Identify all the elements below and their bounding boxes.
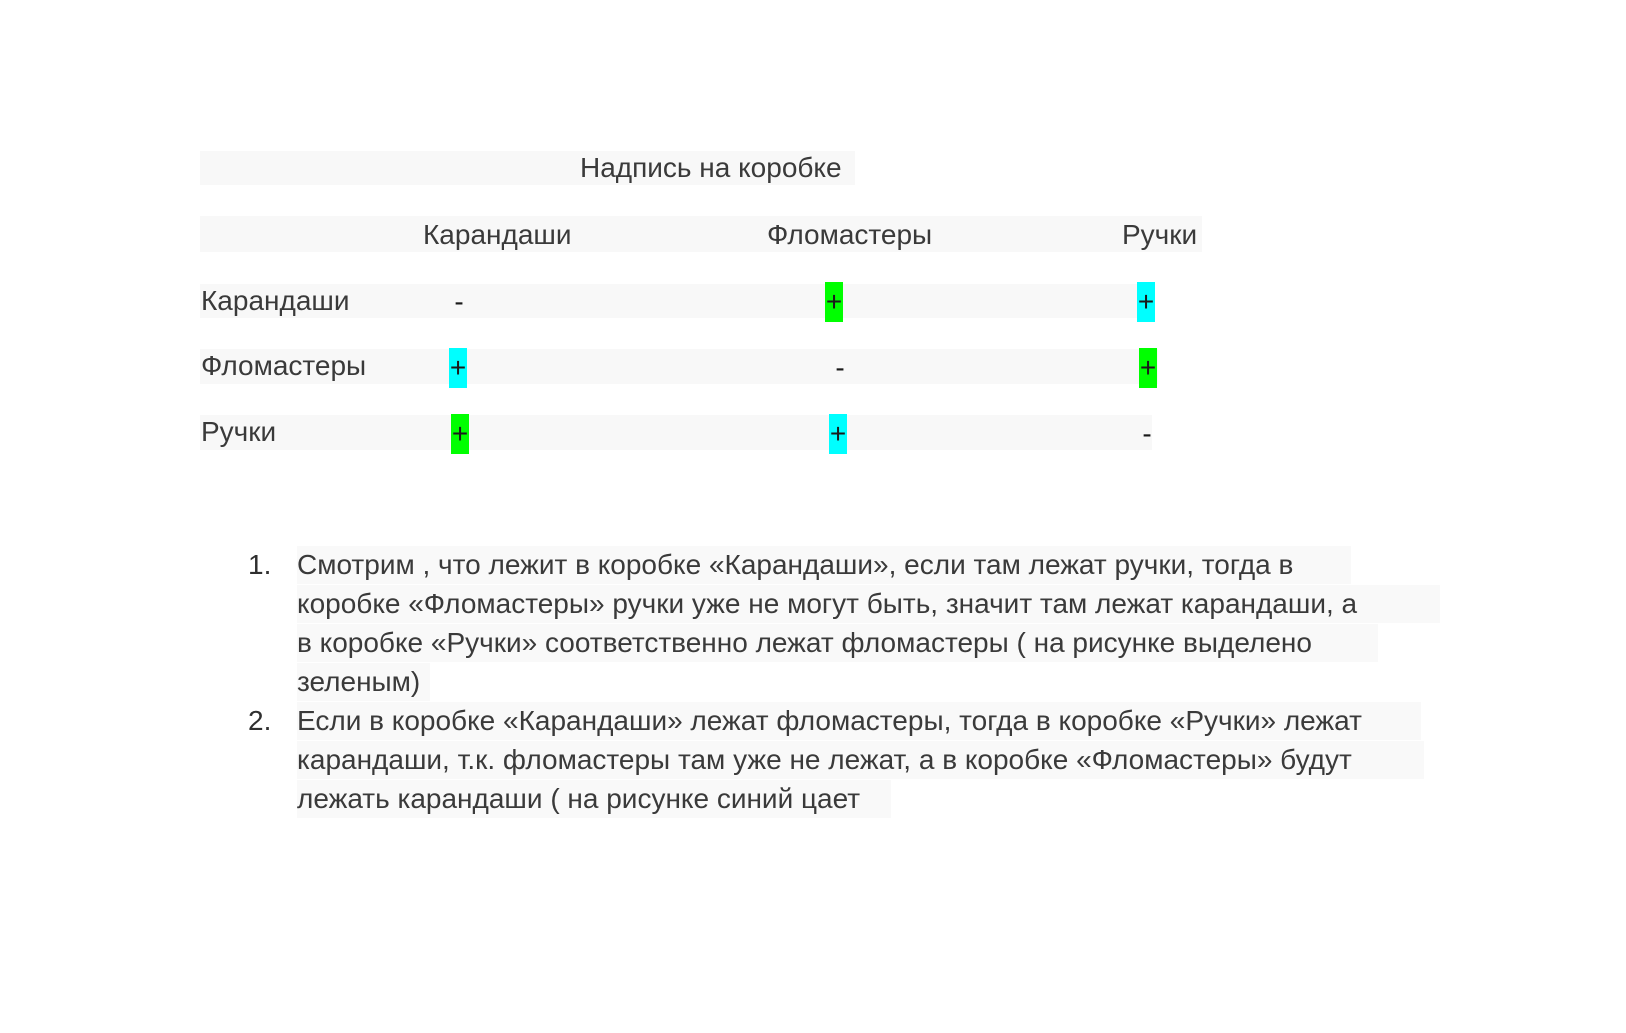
table-cell bbox=[451, 414, 469, 454]
cell-mark-r2c1: + bbox=[449, 348, 467, 388]
table-cell bbox=[830, 348, 850, 388]
cell-mark-r1c2: + bbox=[825, 282, 843, 322]
table-cell bbox=[449, 282, 469, 322]
table-title: Надпись на коробке bbox=[580, 152, 842, 183]
row-label-markers: Фломастеры bbox=[201, 350, 367, 381]
cell-mark-r1c3: + bbox=[1137, 282, 1155, 322]
row-3-bg bbox=[200, 415, 1152, 450]
cell-mark-r3c1: + bbox=[451, 414, 469, 454]
list-number-2: 2. bbox=[248, 705, 272, 736]
table-cell bbox=[1137, 414, 1157, 454]
cell-mark-r3c2: + bbox=[829, 414, 847, 454]
row-label-pencils: Карандаши bbox=[201, 285, 350, 316]
list-number-1: 1. bbox=[248, 549, 272, 580]
cell-mark-r2c2: - bbox=[835, 352, 845, 383]
list-item-2-line-1: Если в коробке «Карандаши» лежат фломастеры, тогда в коробке «Ручки» лежат bbox=[297, 705, 1362, 736]
cell-mark-r1c1: - bbox=[454, 286, 464, 317]
cell-mark-r2c3: + bbox=[1139, 348, 1157, 388]
column-header-pens: Ручки bbox=[1122, 219, 1198, 250]
table-cell bbox=[449, 348, 467, 388]
list-item-2-line-2: карандаши, т.к. фломастеры там уже не лежат, а в коробке «Фломастеры» будут bbox=[297, 744, 1352, 775]
column-header-pencils: Карандаши bbox=[423, 219, 572, 250]
row-label-pens: Ручки bbox=[201, 416, 277, 447]
table-cell bbox=[1139, 348, 1157, 388]
column-header-markers: Фломастеры bbox=[767, 219, 933, 250]
cell-mark-r3c3: - bbox=[1142, 418, 1152, 449]
list-item-1-line-1: Смотрим , что лежит в коробке «Карандаши», если там лежат ручки, тогда в bbox=[297, 549, 1294, 580]
list-item-1-line-2: коробке «Фломастеры» ручки уже не могут быть, значит там лежат карандаши, а bbox=[297, 588, 1358, 619]
header-row-bg bbox=[200, 216, 1202, 252]
table-cell bbox=[1137, 282, 1155, 322]
list-item-1-line-3: в коробке «Ручки» соответственно лежат фломастеры ( на рисунке выделено bbox=[297, 627, 1312, 658]
table-cell bbox=[825, 282, 843, 322]
list-item-1-line-4: зеленым) bbox=[297, 666, 421, 697]
table-cell bbox=[829, 414, 847, 454]
list-item-2-line-3: лежать карандаши ( на рисунке синий цает bbox=[297, 783, 861, 814]
